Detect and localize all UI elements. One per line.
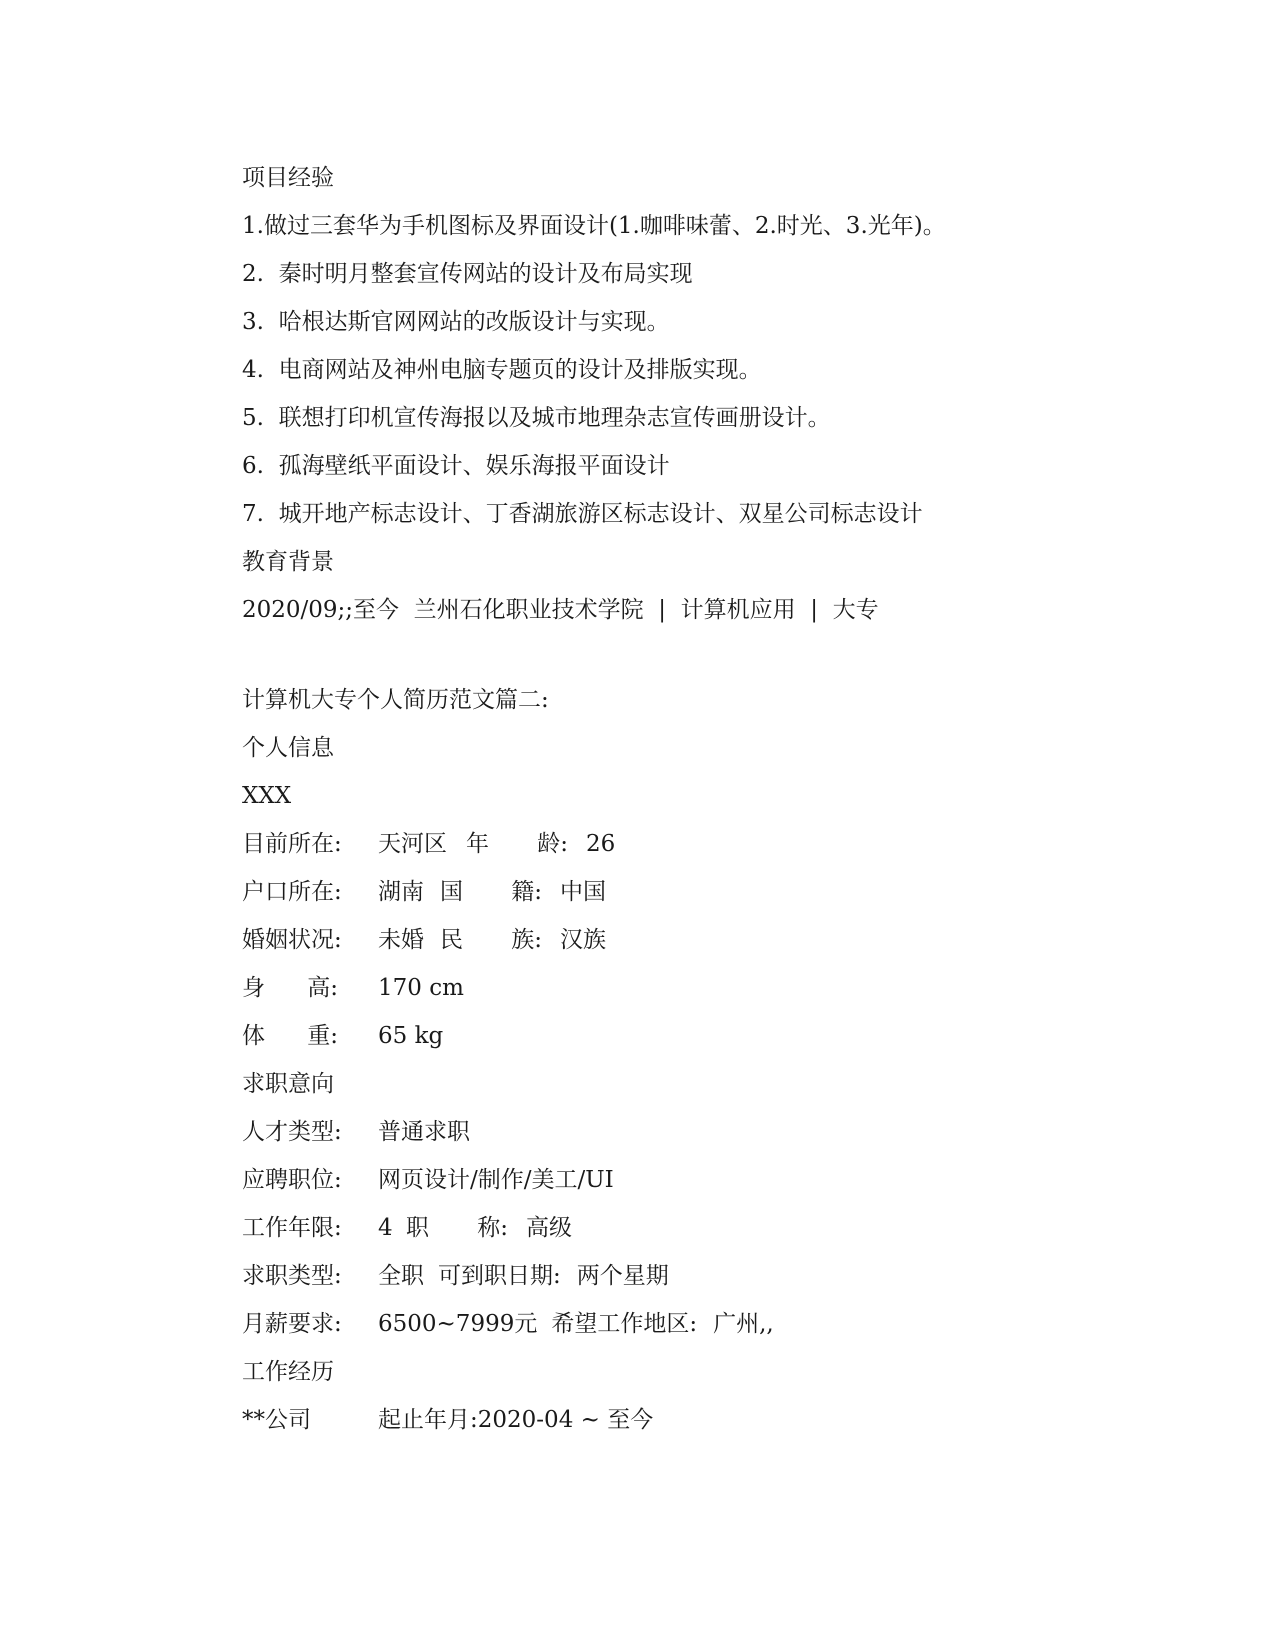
- marital-label: 婚姻状况:: [242, 927, 342, 953]
- location-value: 天河区: [378, 831, 447, 857]
- position-label: 应聘职位:: [242, 1167, 342, 1193]
- weight-row: [242, 1012, 1142, 1060]
- salary-row: [242, 1300, 1142, 1348]
- nationality-value: 中国: [560, 879, 606, 905]
- project-heading: 项目经验: [242, 165, 334, 191]
- project-item-4: 4. 电商网站及神州电脑专题页的设计及排版实现。: [242, 357, 762, 383]
- education-heading: 教育背景: [242, 549, 334, 575]
- project-item-7: 7. 城开地产标志设计、丁香湖旅游区标志设计、双星公司标志设计: [242, 501, 923, 527]
- age-label: 年 龄:: [466, 831, 568, 857]
- position-value: 网页设计/制作/美工/UI: [378, 1167, 614, 1193]
- hukou-label: 户口所在:: [242, 879, 342, 905]
- project-item-6: 6. 孤海壁纸平面设计、娱乐海报平面设计: [242, 453, 670, 479]
- weight-label: 体 重:: [242, 1023, 338, 1049]
- height-row: [242, 964, 1142, 1012]
- title-value: 高级: [526, 1215, 572, 1241]
- work-heading: 工作经历: [242, 1359, 334, 1385]
- resume-two-title: 计算机大专个人简历范文篇二:: [242, 687, 549, 713]
- ethnic-label: 民 族:: [440, 927, 542, 953]
- intent-heading: 求职意向: [242, 1071, 334, 1097]
- height-label: 身 高:: [242, 975, 338, 1001]
- hukou-nationality-row: [242, 868, 1142, 916]
- marital-value: 未婚: [378, 927, 424, 953]
- marital-ethnic-row: [242, 916, 1142, 964]
- document-page: [242, 154, 1142, 1444]
- location-age-row: [242, 820, 1142, 868]
- years-title-row: [242, 1204, 1142, 1252]
- salary-value: 6500~7999元: [378, 1311, 538, 1337]
- position-row: [242, 1156, 1142, 1204]
- region-value: 广州,,: [713, 1311, 774, 1337]
- project-item-2: 2. 秦时明月整套宣传网站的设计及布局实现: [242, 261, 693, 287]
- period-value: 2020-04 ~ 至今: [477, 1407, 654, 1433]
- person-name: XXX: [242, 783, 292, 809]
- available-label: 可到职日期:: [438, 1263, 561, 1289]
- weight-value: 65 kg: [378, 1023, 444, 1049]
- talent-value: 普通求职: [378, 1119, 470, 1145]
- hukou-value: 湖南: [378, 879, 424, 905]
- company-name: **公司: [242, 1407, 311, 1433]
- region-label: 希望工作地区:: [551, 1311, 698, 1337]
- project-item-1: 1.做过三套华为手机图标及界面设计(1.咖啡味蕾、2.时光、3.光年)。: [242, 213, 946, 239]
- company-row: [242, 1396, 1142, 1444]
- project-item-3: 3. 哈根达斯官网网站的改版设计与实现。: [242, 309, 670, 335]
- personal-heading: 个人信息: [242, 735, 334, 761]
- talent-label: 人才类型:: [242, 1119, 342, 1145]
- years-label: 工作年限:: [242, 1215, 342, 1241]
- location-label: 目前所在:: [242, 831, 342, 857]
- salary-label: 月薪要求:: [242, 1311, 342, 1337]
- jobtype-row: [242, 1252, 1142, 1300]
- section-gap: [242, 634, 1142, 676]
- ethnic-value: 汉族: [560, 927, 606, 953]
- education-line: 2020/09;;至今 兰州石化职业技术学院 | 计算机应用 | 大专: [242, 597, 879, 623]
- height-value: 170 cm: [378, 975, 464, 1001]
- title-label: 职 称:: [406, 1215, 508, 1241]
- period-label: 起止年月:: [378, 1407, 478, 1433]
- nationality-label: 国 籍:: [440, 879, 542, 905]
- available-value: 两个星期: [576, 1263, 669, 1289]
- years-value: 4: [378, 1215, 393, 1241]
- age-value: 26: [586, 831, 616, 857]
- talent-row: [242, 1108, 1142, 1156]
- project-item-5: 5. 联想打印机宣传海报以及城市地理杂志宣传画册设计。: [242, 405, 831, 431]
- jobtype-label: 求职类型:: [242, 1263, 342, 1289]
- jobtype-value: 全职: [378, 1263, 424, 1289]
